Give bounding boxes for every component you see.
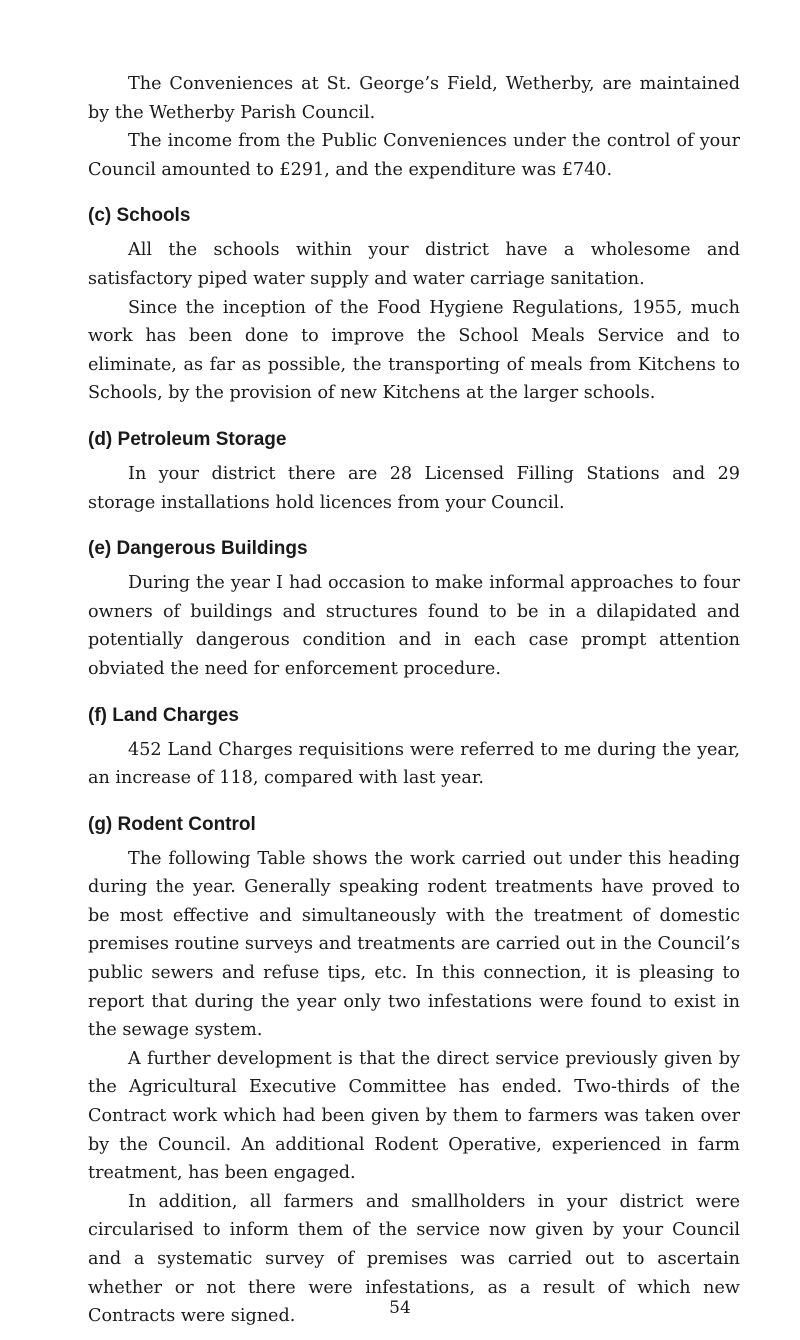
section-heading-dangerous-buildings: (e) Dangerous Buildings bbox=[88, 538, 308, 560]
section-heading-schools: (c) Schools bbox=[88, 205, 191, 227]
schools-paragraph-2: Since the inception of the Food Hygiene Regulations, 1955, much work has been done to improve the School Meals Service and to eliminate, as far as possible, the transporting of meals from Kitchens to Schools, by the provision of new Kitchens at the larger schools. bbox=[88, 297, 740, 404]
section-dangerous-buildings bbox=[88, 535, 740, 683]
section-heading-land-charges: (f) Land Charges bbox=[88, 704, 239, 726]
section-rodent-control bbox=[88, 811, 740, 1331]
intro-paragraph-1: The Conveniences at St. George’s Field, Wetherby, are maintained by the Wetherby Parish Council. bbox=[88, 74, 740, 123]
section-heading-petroleum-storage: (d) Petroleum Storage bbox=[88, 428, 287, 450]
section-land-charges bbox=[88, 702, 740, 793]
schools-paragraph-1: All the schools within your district have a wholesome and satisfactory piped water supply and water carriage sanitation. bbox=[88, 240, 740, 289]
intro-paragraph-2: The income from the Public Conveniences under the control of your Council amounted to £291, and the expenditure was £740. bbox=[88, 131, 740, 180]
rodent-paragraph-2: A further development is that the direct service previously given by the Agricultural Executive Committee has ended. Two-thirds of the Contract work which had been given by them to farmers was taken over by the Council. An additional Rodent Operative, experienced in farm treatment, has been engaged. bbox=[88, 1048, 740, 1184]
rodent-paragraph-1: The following Table shows the work carried out under this heading during the year. Generally speaking rodent treatments have proved to be most effective and simultaneously with the treatment of domestic premises routine surveys and treatments are carried out in the Council’s public sewers and refuse tips, etc. In this connection, it is pleasing to report that during the year only two infestations were found to exist in the sewage system. bbox=[88, 848, 740, 1041]
rodent-paragraph-3: In addition, all farmers and smallholders in your district were circularised to inform them of the service now given by your Council and a systematic survey of premises was carried out to ascertain whether or not there were infestations, as a result of which new Contracts were signed. bbox=[88, 1191, 740, 1327]
section-schools bbox=[88, 202, 740, 408]
page-number: 54 bbox=[389, 1298, 411, 1318]
petroleum-paragraph-1: In your district there are 28 Licensed Filling Stations and 29 storage installations hold licences from your Council. bbox=[88, 463, 740, 513]
document-page bbox=[88, 70, 740, 1331]
section-petroleum-storage bbox=[88, 426, 740, 517]
dangerous-paragraph-1: During the year I had occasion to make informal approaches to four owners of buildings and structures found to be in a dilapidated and potentially dangerous condition and in each case prompt attention obviated the need for enforcement procedure. bbox=[88, 573, 740, 679]
land-charges-paragraph-1: 452 Land Charges requisitions were referred to me during the year, an increase of 118, compared with last year. bbox=[88, 739, 740, 789]
section-heading-rodent-control: (g) Rodent Control bbox=[88, 813, 256, 835]
